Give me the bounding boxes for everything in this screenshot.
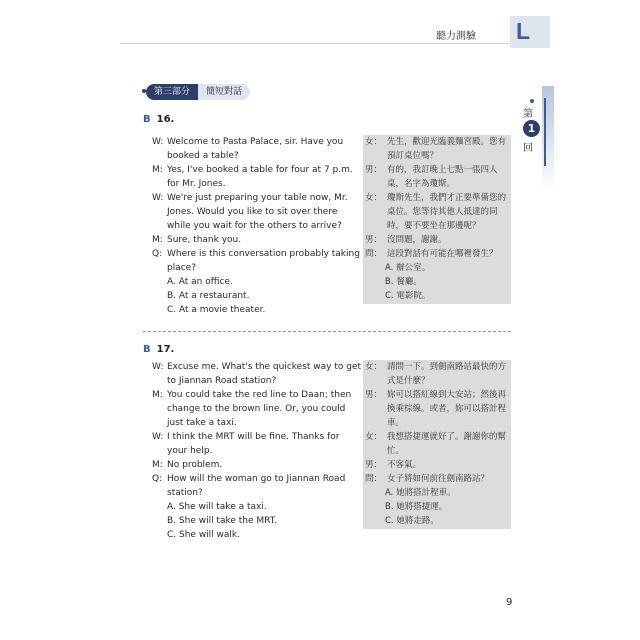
speaker-label: 女： bbox=[365, 137, 383, 147]
speaker-label: 男： bbox=[365, 165, 383, 175]
section-part: 第三部分 bbox=[146, 84, 198, 100]
speaker-label: M: bbox=[152, 460, 163, 470]
translation-line bbox=[365, 388, 511, 430]
dialogue-text: You could take the red line to Daan; then change to the brown line. Or, you could just take a taxi. bbox=[167, 390, 352, 428]
header-section-letter: L bbox=[516, 18, 531, 44]
side-dot-icon bbox=[530, 99, 534, 103]
translation-line bbox=[365, 458, 511, 472]
translation-option-b: B. 她將搭捷運。 bbox=[385, 502, 448, 512]
speaker-label: W: bbox=[152, 362, 164, 372]
dialogue-line bbox=[152, 472, 362, 500]
translation-text: 沒問題，謝謝。 bbox=[387, 235, 447, 245]
dialogue-text: Sure, thank you. bbox=[167, 235, 242, 245]
speaker-label: M: bbox=[152, 390, 163, 400]
question-17-answer: B bbox=[143, 344, 151, 355]
translation-text: 妳可以搭紅線到大安站；然後再換乘棕線。或者，妳可以搭計程車。 bbox=[387, 390, 507, 428]
side-tab-number: 1 bbox=[523, 120, 540, 137]
translation-line bbox=[365, 472, 511, 486]
answer-option-c: C. She will walk. bbox=[167, 530, 240, 540]
translation-option-c: C. 電影院。 bbox=[385, 291, 431, 301]
section-name: 簡短對話 bbox=[198, 84, 250, 100]
translation-line bbox=[365, 360, 511, 388]
header-rule bbox=[120, 43, 510, 44]
translation-text: 先生，歡迎光臨義麵宮殿。您有預訂桌位嗎？ bbox=[387, 137, 507, 161]
side-tab-hui: 回 bbox=[523, 143, 533, 154]
speaker-label: M: bbox=[152, 235, 163, 245]
dialogue-line bbox=[152, 191, 362, 233]
dialogue-text: We're just preparing your table now, Mr. Jones. Would you like to sit over there while you wait for the others to arrive? bbox=[167, 193, 348, 231]
speaker-label: 男： bbox=[365, 460, 383, 470]
translation-line bbox=[365, 191, 511, 233]
header-title: 聽力測驗 bbox=[436, 31, 476, 42]
dialogue-line bbox=[152, 135, 362, 163]
translation-option-a: A. 她將搭計程車。 bbox=[385, 488, 456, 498]
translation-text: 我想搭捷運就好了。謝謝你的幫忙。 bbox=[387, 432, 507, 456]
translation-option-c: C. 她將走路。 bbox=[385, 516, 439, 526]
translation-option-a: A. 辦公室。 bbox=[385, 263, 431, 273]
question-16-chinese-box bbox=[363, 135, 511, 304]
dialogue-line bbox=[152, 458, 362, 472]
dialogue-line bbox=[152, 360, 362, 388]
question-16-number: 16. bbox=[156, 114, 175, 125]
dialogue-line bbox=[152, 163, 362, 191]
answer-option-b: B. At a restaurant. bbox=[167, 291, 250, 301]
question-16-answer: B bbox=[143, 114, 151, 125]
translation-text: 這段對話有可能在哪裡發生？ bbox=[387, 249, 498, 259]
dialogue-text: Excuse me. What's the quickest way to get to Jiannan Road station? bbox=[167, 362, 362, 386]
dashed-divider bbox=[143, 331, 511, 332]
translation-line bbox=[365, 163, 511, 191]
speaker-label: W: bbox=[152, 432, 164, 442]
dialogue-text: Yes, I've booked a table for four at 7 p.m. for Mr. Jones. bbox=[167, 165, 353, 189]
translation-line bbox=[365, 247, 511, 261]
translation-text: 有的，我訂晚上七點一張四人桌，名字為瓊斯。 bbox=[387, 165, 498, 189]
question-17-english bbox=[152, 360, 362, 542]
dialogue-text: No problem. bbox=[167, 460, 223, 470]
speaker-label: 問： bbox=[365, 474, 383, 484]
answer-option-c: C. At a movie theater. bbox=[167, 305, 266, 315]
speaker-label: W: bbox=[152, 193, 164, 203]
page-number: 9 bbox=[506, 597, 513, 608]
side-tab-di: 第 bbox=[523, 109, 533, 120]
translation-text: 瓊斯先生，我們才正要準備您的桌位。您等待其他人抵達的同時，要不要坐在那邊呢？ bbox=[387, 193, 507, 231]
question-16-header bbox=[143, 114, 174, 125]
speaker-label: W: bbox=[152, 137, 164, 147]
dialogue-line bbox=[152, 233, 362, 247]
translation-text: 女子將如何前往劍南路站？ bbox=[387, 474, 490, 484]
question-16-english bbox=[152, 135, 362, 317]
dialogue-text: I think the MRT will be fine. Thanks for your help. bbox=[167, 432, 340, 456]
dialogue-text: Where is this conversation probably taking place? bbox=[167, 249, 360, 273]
question-17-header bbox=[143, 344, 174, 355]
speaker-label: Q: bbox=[152, 249, 163, 259]
answer-option-a: A. She will take a taxi. bbox=[167, 502, 267, 512]
answer-option-b: B. She will take the MRT. bbox=[167, 516, 278, 526]
speaker-label: 女： bbox=[365, 362, 383, 372]
speaker-label: M: bbox=[152, 165, 163, 175]
speaker-label: 女： bbox=[365, 193, 383, 203]
question-17-number: 17. bbox=[156, 344, 175, 355]
dialogue-line bbox=[152, 247, 362, 275]
dialogue-line bbox=[152, 430, 362, 458]
translation-line bbox=[365, 233, 511, 247]
dialogue-text: Welcome to Pasta Palace, sir. Have you booked a table? bbox=[167, 137, 344, 161]
speaker-label: 問： bbox=[365, 249, 383, 259]
answer-option-a: A. At an office. bbox=[167, 277, 233, 287]
translation-line bbox=[365, 430, 511, 458]
speaker-label: 男： bbox=[365, 390, 383, 400]
speaker-label: 女： bbox=[365, 432, 383, 442]
question-17-chinese-box bbox=[363, 360, 511, 529]
translation-text: 不客氣。 bbox=[387, 460, 422, 470]
dialogue-line bbox=[152, 388, 362, 430]
speaker-label: 男： bbox=[365, 235, 383, 245]
section-pill bbox=[146, 84, 250, 100]
translation-option-b: B. 餐廳。 bbox=[385, 277, 422, 287]
speaker-label: Q: bbox=[152, 474, 163, 484]
dialogue-text: How will the woman go to Jiannan Road station? bbox=[167, 474, 346, 498]
translation-text: 請問一下。到劍南路站最快的方式是什麼？ bbox=[387, 362, 507, 386]
translation-line bbox=[365, 135, 511, 163]
